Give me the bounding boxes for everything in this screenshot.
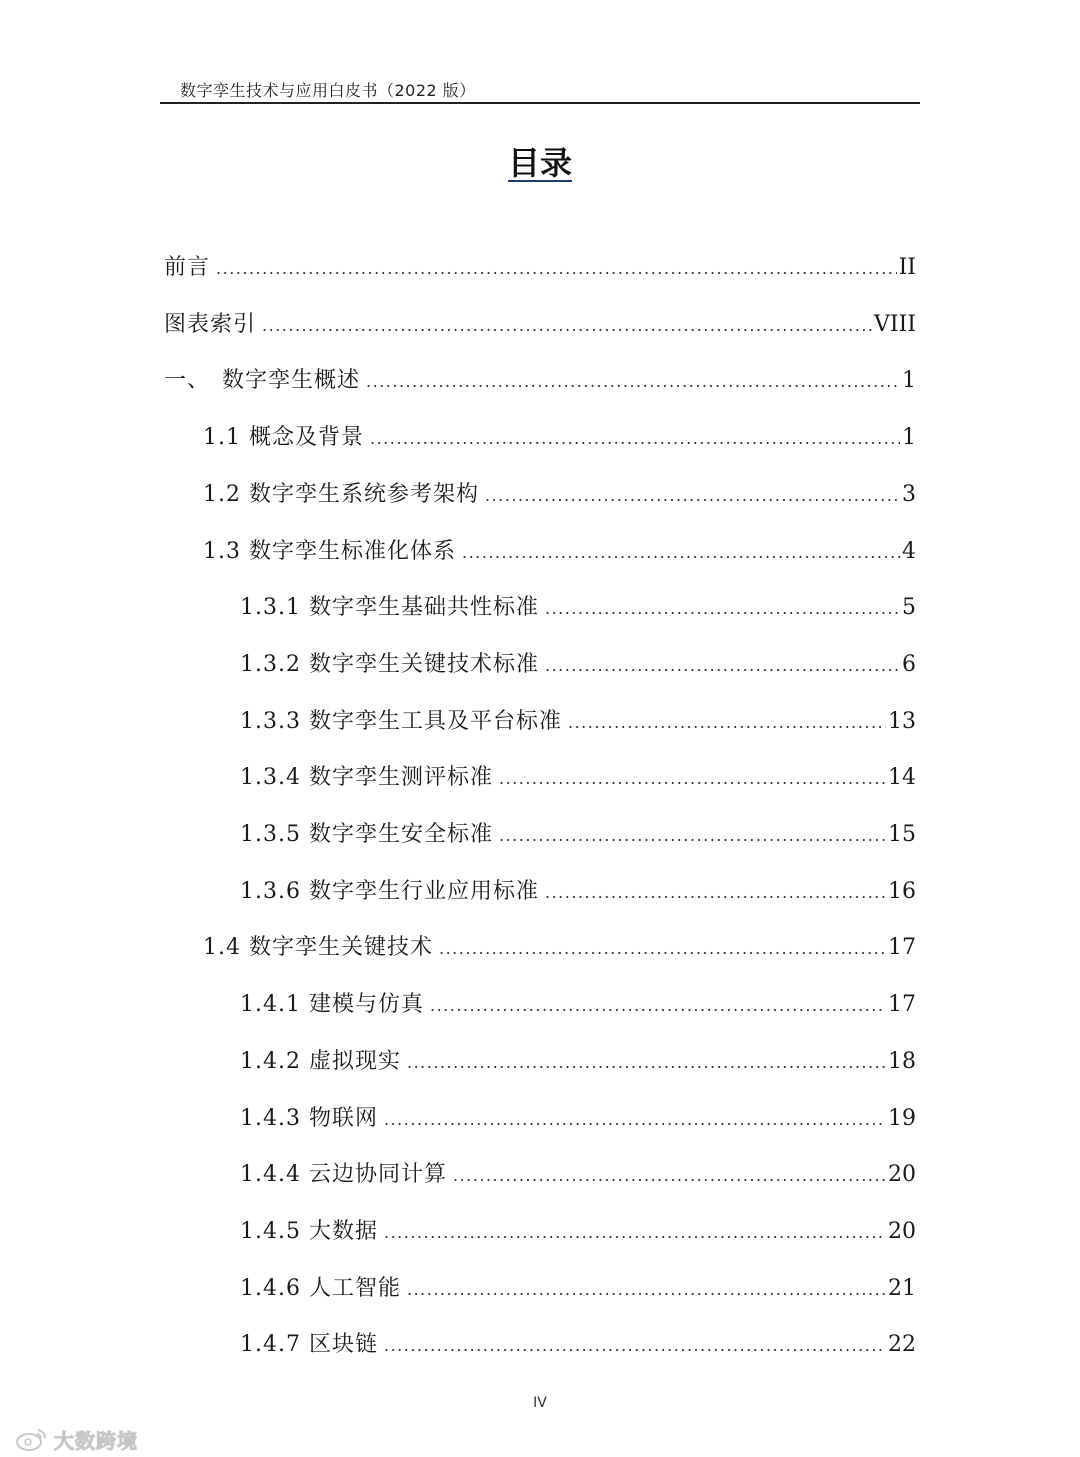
toc-entry[interactable] [203, 420, 916, 460]
toc-entry[interactable] [164, 250, 916, 290]
toc-dot-leader [384, 1336, 886, 1355]
toc-entry[interactable] [164, 363, 916, 403]
toc-entry[interactable] [240, 987, 916, 1027]
toc-dot-leader [370, 429, 900, 448]
toc-dot-leader [407, 1280, 886, 1299]
toc-dot-leader [439, 939, 886, 958]
toc-entry-label: 1.3.5 数字孪生安全标准 [240, 822, 493, 847]
toc-entry-page: 20 [888, 1162, 916, 1188]
toc-entry-page: VIII [874, 311, 916, 337]
toc-dot-leader [499, 826, 886, 845]
toc-entry-page: 22 [888, 1332, 916, 1358]
toc-dot-leader [453, 1166, 886, 1185]
toc-entry[interactable] [240, 874, 916, 914]
watermark [14, 1424, 138, 1454]
toc-entry-label: 1.2 数字孪生系统参考架构 [203, 481, 479, 507]
toc-entry-label: 1.4.6 人工智能 [240, 1275, 401, 1301]
toc-entry-label: 1.4.1 建模与仿真 [240, 992, 424, 1018]
toc-entry-page: 21 [888, 1275, 916, 1301]
toc-entry-label: 1.3.3 数字孪生工具及平台标准 [240, 708, 562, 734]
toc-entry[interactable] [240, 590, 916, 630]
toc-entry-page: II [898, 255, 916, 280]
toc-dot-leader [462, 543, 900, 562]
toc-dot-leader [499, 769, 886, 788]
toc-entry-page: 1 [902, 425, 916, 451]
toc-entry-page: 16 [888, 878, 916, 904]
toc-dot-leader [430, 996, 886, 1015]
toc-dot-leader [545, 656, 900, 675]
toc-entry-page: 3 [902, 481, 916, 507]
toc-entry-page: 14 [888, 765, 916, 791]
toc-entry-label: 1.4.7 区块链 [240, 1332, 378, 1358]
toc-entry[interactable] [240, 1271, 916, 1311]
toc-entry[interactable] [240, 1327, 916, 1367]
toc-entry-label: 1.4.5 大数据 [240, 1218, 378, 1244]
toc-dot-leader [545, 883, 886, 902]
toc-entry-page: 1 [902, 368, 916, 394]
toc-entry-page: 6 [902, 651, 916, 677]
toc-dot-leader [384, 1223, 886, 1242]
toc-entry[interactable] [240, 1157, 916, 1197]
weibo-logo-icon [14, 1426, 48, 1452]
toc-entry[interactable] [203, 930, 916, 970]
toc-entry[interactable] [240, 704, 916, 744]
toc-entry-label: 1.3.6 数字孪生行业应用标准 [240, 878, 539, 904]
toc-dot-leader [545, 599, 900, 618]
page-number: IV [533, 1395, 547, 1411]
toc-dot-leader [485, 486, 900, 505]
toc-dot-leader [384, 1110, 886, 1129]
toc-entry-page: 19 [888, 1105, 916, 1131]
page-title-text: 目录 [507, 144, 572, 182]
toc-entry[interactable] [203, 534, 916, 574]
toc-entry-page: 15 [888, 822, 916, 847]
toc-entry-page: 4 [902, 538, 916, 564]
toc-entry-label: 1.4.3 物联网 [240, 1105, 378, 1131]
running-header [160, 72, 920, 104]
toc-entry[interactable] [240, 760, 916, 800]
toc-entry[interactable] [240, 817, 916, 857]
toc-entry-label: 一、 数字孪生概述 [164, 368, 361, 394]
toc-dot-leader [407, 1053, 886, 1072]
toc-entry[interactable] [203, 477, 916, 517]
toc-dot-leader [366, 372, 900, 391]
toc-entry-page: 20 [888, 1218, 916, 1244]
toc-entry-label: 1.4.4 云边协同计算 [240, 1162, 447, 1188]
toc-entry-label: 1.3.4 数字孪生测评标准 [240, 765, 493, 791]
toc-entry[interactable] [240, 1214, 916, 1254]
toc-entry[interactable] [240, 1044, 916, 1084]
toc-dot-leader [216, 259, 897, 278]
toc-dot-leader [568, 713, 886, 732]
toc-entry-page: 18 [888, 1048, 916, 1074]
toc-entry-label: 1.4.2 虚拟现实 [240, 1048, 401, 1074]
toc-entry-label: 1.4 数字孪生关键技术 [203, 935, 433, 961]
toc-entry[interactable] [240, 1101, 916, 1141]
page-title [0, 138, 1080, 184]
toc-entry-label: 1.1 概念及背景 [203, 425, 364, 451]
toc-entry-label: 1.3.2 数字孪生关键技术标准 [240, 651, 539, 677]
toc-entry[interactable] [164, 307, 916, 347]
toc-entry-page: 17 [888, 992, 916, 1018]
watermark-text: 大数跨境 [54, 1428, 138, 1453]
toc-entry-label: 1.3.1 数字孪生基础共性标准 [240, 595, 539, 621]
toc-entry-page: 5 [902, 595, 916, 621]
toc-entry-label: 1.3 数字孪生标准化体系 [203, 538, 456, 564]
toc-dot-leader [262, 316, 872, 335]
toc-entry-label: 前言 [164, 255, 211, 280]
toc-entry-page: 13 [888, 708, 916, 734]
toc-entry-page: 17 [888, 935, 916, 961]
toc-entry-label: 图表索引 [164, 311, 257, 337]
toc-entry[interactable] [240, 647, 916, 687]
header-title: 数字孪生技术与应用白皮书（2022 版） [180, 81, 476, 100]
